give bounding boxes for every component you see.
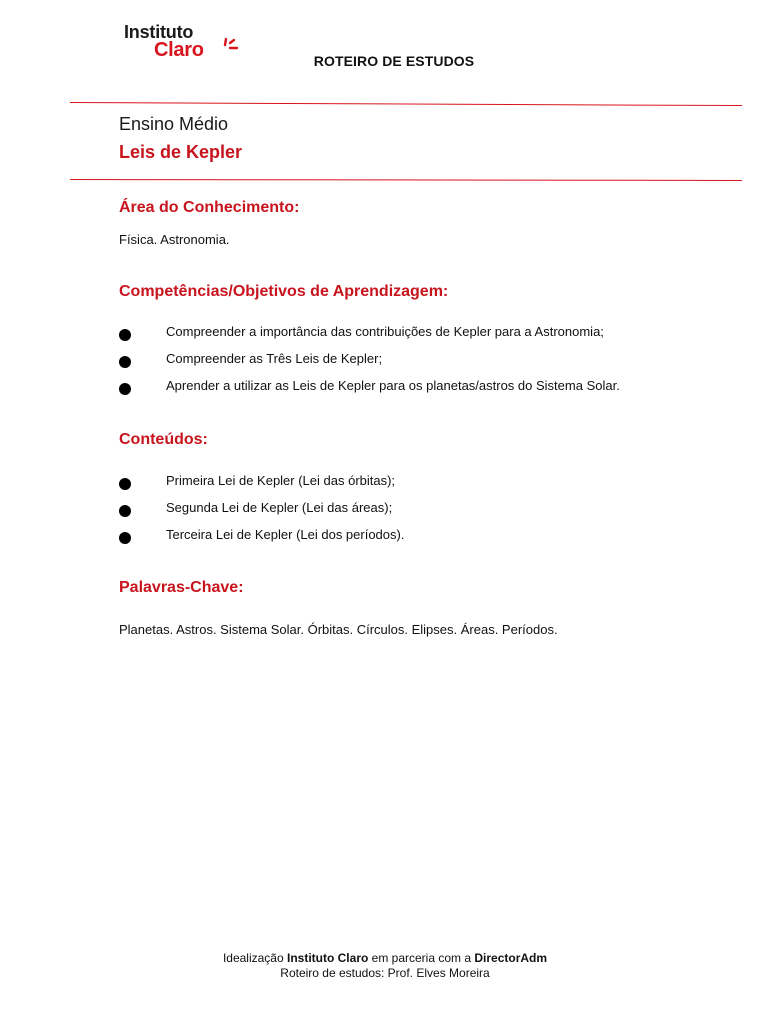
education-level: Ensino Médio [119, 114, 229, 134]
list-item [119, 378, 739, 405]
competencias-list [119, 324, 739, 405]
list-item-label: Aprender a utilizar as Leis de Kepler para os planetas/astros do Sistema Solar. [166, 378, 620, 393]
header-divider-top [70, 102, 742, 106]
list-item [119, 500, 739, 527]
bullet-dot-icon [119, 329, 131, 341]
bullet-dot-icon [119, 505, 131, 517]
palavras-chave-heading: Palavras-Chave: [119, 579, 244, 596]
list-item-label: Terceira Lei de Kepler (Lei dos períodos). [166, 527, 405, 542]
area-text: Física. Astronomia. [119, 232, 230, 247]
conteudos-list [119, 473, 739, 554]
page-footer [0, 951, 768, 980]
footer-author-line: Roteiro de estudos: Prof. Elves Moreira [280, 966, 490, 980]
bullet-dot-icon [119, 478, 131, 490]
logo-text-instituto: Instituto [124, 22, 194, 42]
footer-org-name: Instituto Claro [286, 951, 369, 965]
area-heading: Área do Conhecimento: [119, 199, 300, 216]
list-item-label: Primeira Lei de Kepler (Lei das órbitas); [166, 473, 396, 488]
bullet-dot-icon [119, 356, 131, 368]
list-item-label: Compreender a importância das contribuições de Kepler para a Astronomia; [166, 324, 604, 339]
list-item [119, 473, 739, 500]
bullet-dot-icon [119, 532, 131, 544]
list-item-label: Segunda Lei de Kepler (Lei das áreas); [166, 500, 393, 515]
bullet-dot-icon [119, 383, 131, 395]
list-item-label: Compreender as Três Leis de Kepler; [166, 351, 383, 366]
subject-title: Leis de Kepler [119, 142, 243, 162]
footer-credit-line [0, 951, 768, 965]
list-item [119, 527, 739, 554]
logo-text-claro: Claro [154, 39, 204, 61]
list-item [119, 324, 739, 351]
header-divider-bottom [70, 179, 742, 181]
footer-text: em parceria com a [368, 951, 475, 965]
footer-text: Idealização [222, 951, 287, 965]
competencias-heading: Competências/Objetivos de Aprendizagem: [119, 283, 449, 300]
palavras-chave-text: Planetas. Astros. Sistema Solar. Órbitas. Círculos. Elipses. Áreas. Períodos. [119, 622, 558, 637]
list-item [119, 351, 739, 378]
footer-partner-name: DirectorAdm [474, 951, 548, 965]
conteudos-heading: Conteúdos: [119, 431, 208, 448]
document-title: ROTEIRO DE ESTUDOS [313, 53, 475, 69]
